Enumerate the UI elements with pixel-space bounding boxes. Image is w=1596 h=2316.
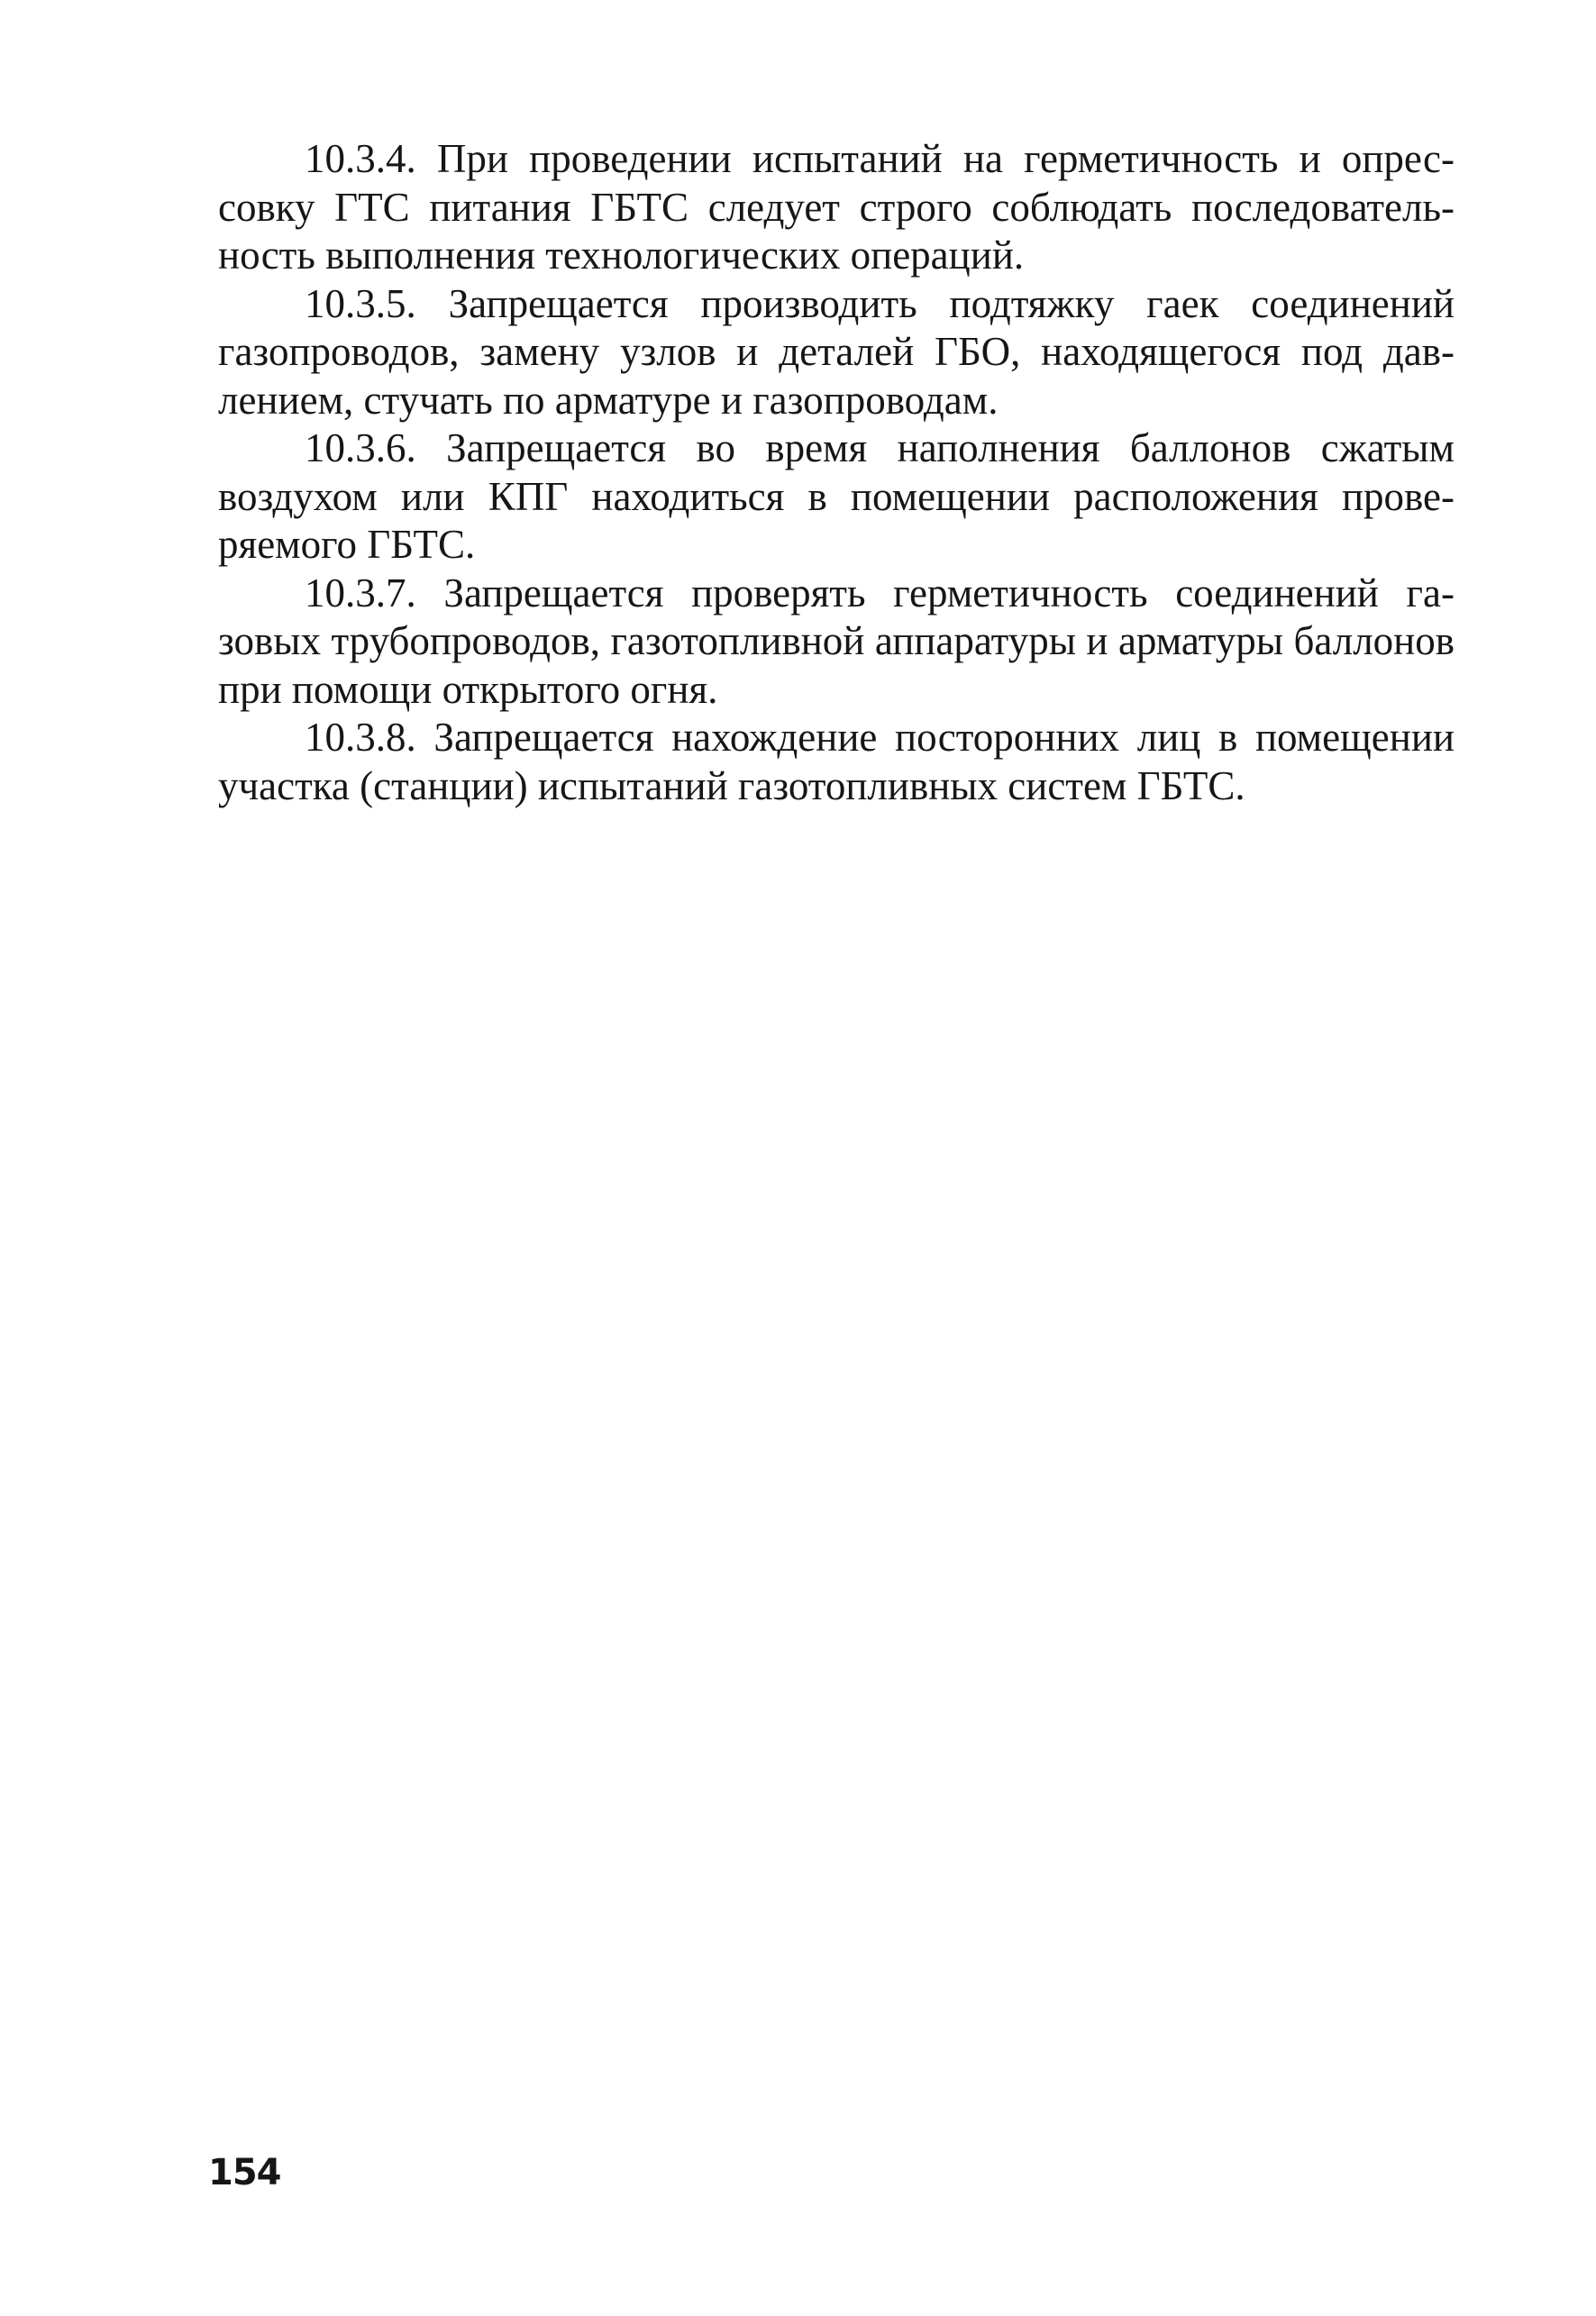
page-number: 154: [208, 2152, 281, 2193]
body-text: [218, 135, 1455, 810]
paragraph-10-3-7: 10.3.7. Запрещается проверять герметичность соединений газовых трубопроводов, газотопливной аппаратуры и арматуры баллонов при помощи открытого огня.: [218, 570, 1455, 712]
paragraph-10-3-5: 10.3.5. Запрещается производить подтяжку гаек соединений газопроводов, замену узлов и деталей ГБО, находящегося под давлением, стучать по арматуре и газопроводам.: [218, 280, 1455, 423]
paragraph-10-3-4: 10.3.4. При проведении испытаний на герметичность и опрессовку ГТС питания ГБТС следует строго соблюдать последовательность выполнения технологических операций.: [218, 136, 1455, 278]
paragraph-10-3-6: 10.3.6. Запрещается во время наполнения баллонов сжатым воздухом или КПГ находиться в помещении расположения проверяемого ГБТС.: [218, 425, 1455, 567]
paragraph-10-3-8: 10.3.8. Запрещается нахождение посторонних лиц в помещении участка (станции) испытаний газотопливных систем ГБТС.: [218, 715, 1455, 808]
